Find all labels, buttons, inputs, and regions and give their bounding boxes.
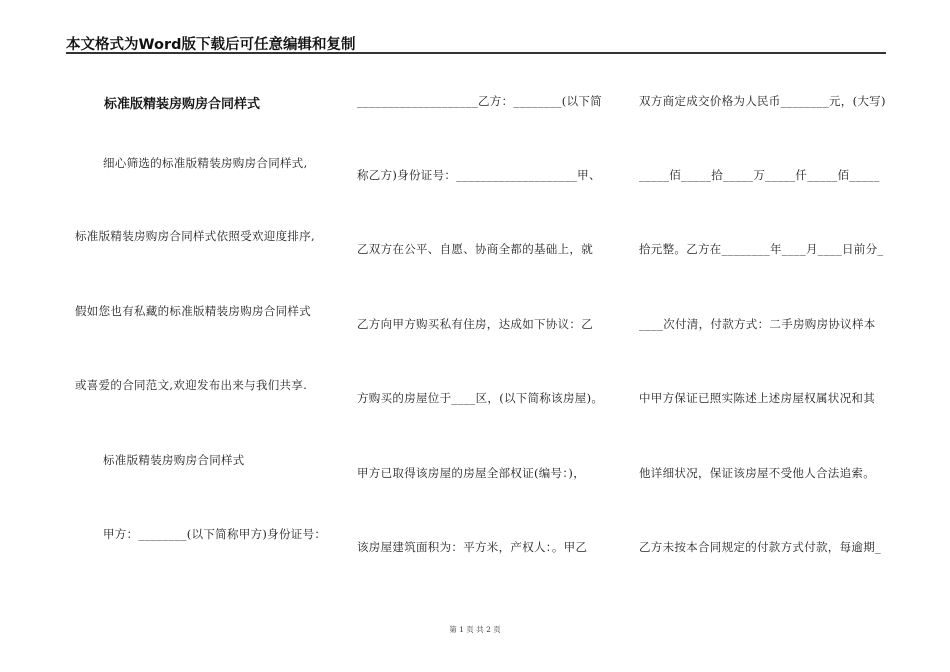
paragraph-line: 该房屋建筑面积为：平方米，产权人：。甲乙	[357, 540, 588, 554]
paragraph-line: 甲方：________(以下简称甲方)身份证号：	[103, 527, 327, 541]
paragraph-line: 标准版精装房购房合同样式	[103, 453, 245, 467]
paragraph-line: 细心筛选的标准版精装房购房合同样式,	[103, 156, 308, 170]
page-number: 第 1 页 共 2 页	[449, 625, 501, 634]
paragraph-line: 乙方未按本合同规定的付款方式付款，每逾期_	[639, 540, 882, 554]
paragraph-line: 标准版精装房购房合同样式依照受欢迎度排序,	[75, 229, 315, 243]
paragraph-line: _____佰_____拾_____万_____仟_____佰_____	[639, 168, 880, 182]
paragraph-line: 方购买的房屋位于____区，(以下简称该房屋)。	[357, 391, 604, 405]
document-title: 标准版精装房购房合同样式	[104, 97, 261, 112]
paragraph-line: 乙双方在公平、自愿、协商全都的基础上，就	[357, 242, 593, 256]
paragraph-line: 或喜爱的合同范文,欢迎发布出来与我们共享.	[75, 378, 308, 392]
paragraph-line: 甲方已取得该房屋的房屋全部权证(编号：)，	[357, 466, 586, 480]
paragraph-line: 乙方向甲方购买私有住房，达成如下协议：乙	[357, 317, 593, 331]
header-title: 本文格式为Word版下载后可任意编辑和复制	[66, 37, 356, 53]
paragraph-line: 中甲方保证已照实陈述上述房屋权属状况和其	[639, 391, 875, 405]
paragraph-line: ____________________乙方：________(以下简	[357, 94, 602, 108]
paragraph-line: 拾元整。乙方在________年____月____日前分_	[639, 242, 884, 256]
header-rule	[66, 52, 886, 54]
paragraph-line: 假如您也有私藏的标准版精装房购房合同样式	[75, 304, 311, 318]
paragraph-line: 双方商定成交价格为人民币________元，(大写)	[639, 94, 886, 108]
paragraph-line: ____次付清，付款方式：二手房购房协议样本	[639, 317, 876, 331]
paragraph-line: 称乙方)身份证号：____________________甲、	[357, 168, 601, 182]
paragraph-line: 他详细状况，保证该房屋不受他人合法追索。	[639, 466, 875, 480]
